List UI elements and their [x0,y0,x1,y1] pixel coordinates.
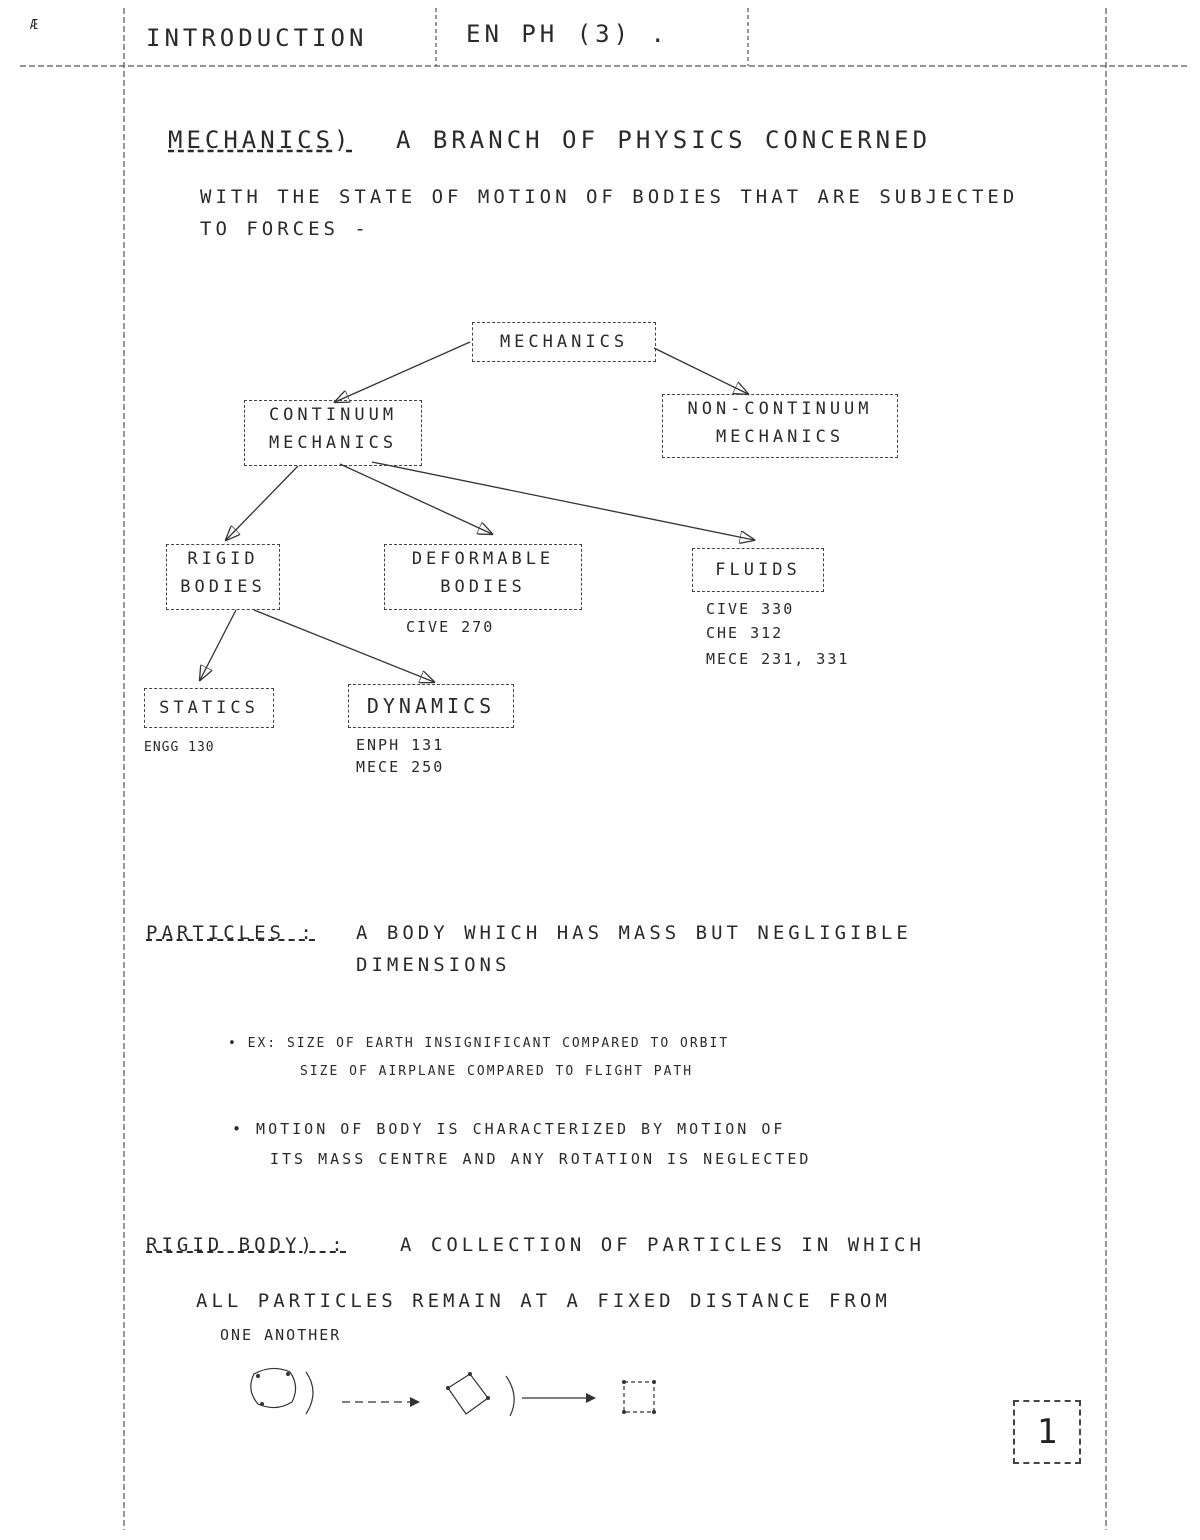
rigid-body-def-line1: A COLLECTION OF PARTICLES IN WHICH [400,1234,925,1256]
rigid-body-def-line3: ONE ANOTHER [220,1326,342,1344]
tree-node-deformable-line1: DEFORMABLE [411,549,555,569]
fluids-course-2: CHE 312 [706,624,784,642]
tree-node-rigid-line2: BODIES [180,577,266,597]
fluids-course-3: MECE 231, 331 [706,650,850,668]
tree-node-mechanics-label: MECHANICS [499,332,629,352]
tree-node-noncontinuum-line1: NON-CONTINUUM [687,399,873,419]
mechanics-def-line1: A BRANCH OF PHYSICS CONCERNED [396,126,932,154]
tree-node-rigid-line1: RIGID [187,549,259,569]
mechanics-term: MECHANICS) [168,126,353,154]
sketch-body-2 [448,1374,488,1414]
sketch-body-3 [624,1382,654,1412]
tree-node-deformable-line2: BODIES [440,577,526,597]
rigid-body-term: RIGID BODY) : [146,1234,347,1256]
tree-node-continuum-line1: CONTINUUM [268,405,398,425]
statics-course: ENGG 130 [144,740,215,755]
tree-node-noncontinuum-line2: MECHANICS [715,427,845,447]
tree-node-dynamics-label: DYNAMICS [366,694,496,718]
dynamics-course-2: MECE 250 [356,758,445,776]
particles-def-line1: A BODY WHICH HAS MASS BUT NEGLIGIBLE [356,922,912,944]
header-course: EN PH (3) . [466,20,669,48]
mechanics-def-line3: TO FORCES - [200,218,370,240]
tree-node-continuum-line2: MECHANICS [268,433,398,453]
particles-def-line2: DIMENSIONS [356,954,511,976]
deformable-course: CIVE 270 [406,618,495,636]
sketch-bracket-1 [306,1372,313,1414]
page-number: 1 [1013,1400,1081,1464]
fluids-course-1: CIVE 330 [706,600,795,618]
mechanics-def-line2: WITH THE STATE OF MOTION OF BODIES THAT ARE SUBJECTED [200,186,1019,208]
particles-note-1: • MOTION OF BODY IS CHARACTERIZED BY MOTION OF [232,1120,786,1138]
rigid-body-def-line2: ALL PARTICLES REMAIN AT A FIXED DISTANCE FROM [196,1290,891,1312]
tree-node-statics-label: STATICS [159,698,259,718]
corner-mark: Æ [30,18,39,33]
tree-node-fluids-label: FLUIDS [715,560,801,580]
particles-example-1: • EX: SIZE OF EARTH INSIGNIFICANT COMPARED TO ORBIT [228,1036,730,1051]
sketch-bracket-2 [506,1376,514,1416]
particles-note-2: ITS MASS CENTRE AND ANY ROTATION IS NEGLECTED [270,1150,812,1168]
dynamics-course-1: ENPH 131 [356,736,445,754]
header-title: INTRODUCTION [146,24,368,52]
particles-term: PARTICLES : [146,922,316,944]
particles-example-2: SIZE OF AIRPLANE COMPARED TO FLIGHT PATH [300,1064,694,1079]
